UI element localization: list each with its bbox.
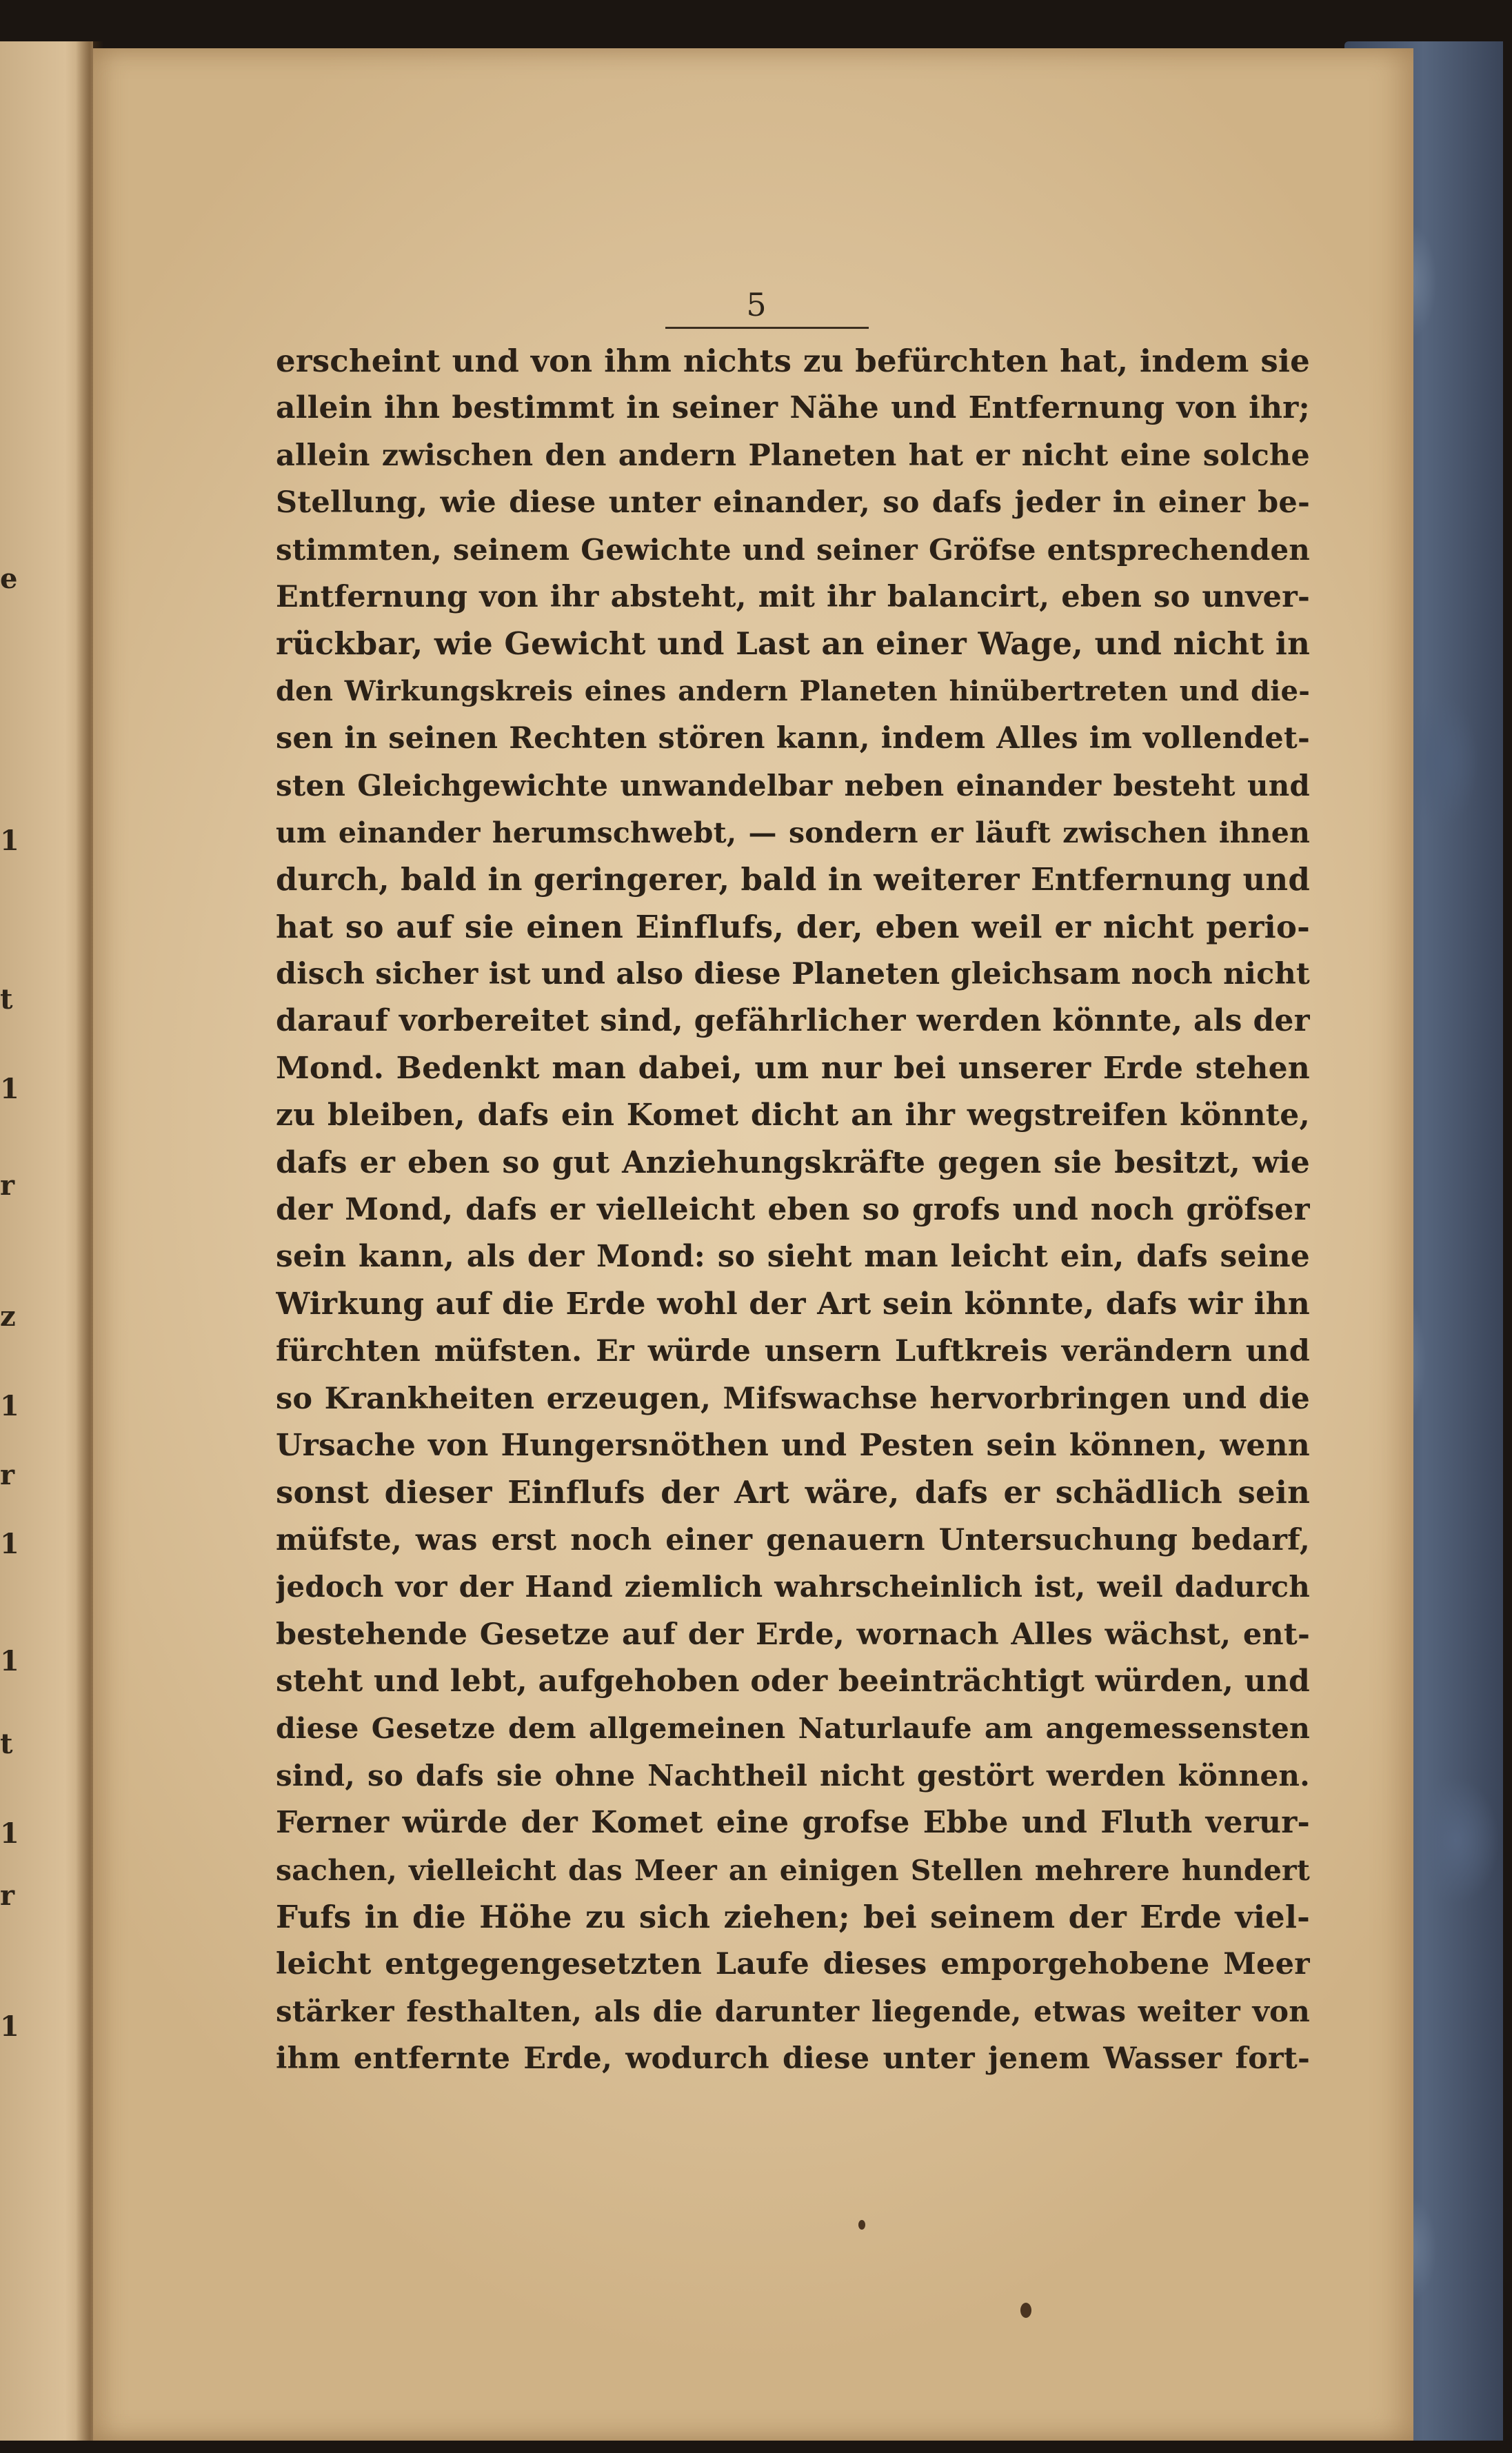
text-line: Ursache von Hungersnöthen und Pesten sein können, wenn bbox=[276, 1427, 1310, 1463]
text-line: stärker festhalten, als die darunter liegende, etwas weiter von bbox=[276, 1994, 1310, 2028]
left-mark: 1 bbox=[0, 1645, 19, 1677]
text-line: rückbar, wie Gewicht und Last an einer Wage, und nicht in bbox=[276, 625, 1310, 663]
text-line: fürchten müfsten. Er würde unsern Luftkreis verändern und bbox=[276, 1334, 1310, 1369]
left-mark: r bbox=[0, 1879, 15, 1912]
text-line: jedoch vor der Hand ziemlich wahrscheinlich ist, weil dadurch bbox=[276, 1570, 1310, 1604]
text-line: müfste, was erst noch einer genauern Untersuchung bedarf, bbox=[276, 1522, 1310, 1557]
left-mark: 1 bbox=[0, 1073, 19, 1105]
text-line: um einander herumschwebt, — sondern er läuft zwischen ihnen bbox=[276, 816, 1310, 849]
text-line: allein ihn bestimmt in seiner Nähe und Entfernung von ihr; bbox=[276, 390, 1310, 426]
text-line: allein zwischen den andern Planeten hat er nicht eine solche bbox=[276, 438, 1310, 473]
text-line: diese Gesetze dem allgemeinen Naturlaufe am angemessensten bbox=[276, 1712, 1310, 1746]
left-mark: r bbox=[0, 1459, 15, 1491]
header-rule bbox=[665, 327, 869, 329]
text-line: sonst dieser Einflufs der Art wäre, dafs er schädlich sein bbox=[276, 1474, 1310, 1511]
text-line: Mond. Bedenkt man dabei, um nur bei unserer Erde stehen bbox=[276, 1050, 1310, 1086]
text-line: so Krankheiten erzeugen, Mifswachse hervorbringen und die bbox=[276, 1381, 1310, 1416]
text-line: bestehende Gesetze auf der Erde, wornach Alles wächst, ent- bbox=[276, 1617, 1310, 1652]
paper-speck bbox=[1020, 2303, 1031, 2318]
left-mark: 1 bbox=[0, 825, 19, 857]
text-line: erscheint und von ihm nichts zu befürchten hat, indem sie bbox=[276, 343, 1310, 379]
text-line: darauf vorbereitet sind, gefährlicher werden könnte, als der bbox=[276, 1003, 1310, 1039]
text-line: durch, bald in geringerer, bald in weiterer Entfernung und bbox=[276, 861, 1310, 898]
left-mark: 1 bbox=[0, 1390, 19, 1422]
left-mark: r bbox=[0, 1169, 15, 1202]
text-line: Wirkung auf die Erde wohl der Art sein könnte, dafs wir ihn bbox=[276, 1286, 1310, 1322]
text-line: sten Gleichgewichte unwandelbar neben einander besteht und bbox=[276, 768, 1310, 802]
body-text bbox=[276, 338, 1310, 2082]
text-line: den Wirkungskreis eines andern Planeten hinübertreten und die- bbox=[276, 674, 1310, 707]
text-line: Ferner würde der Komet eine grofse Ebbe und Fluth verur- bbox=[276, 1805, 1310, 1841]
text-line: disch sicher ist und also diese Planeten gleichsam noch nicht bbox=[276, 957, 1310, 992]
left-mark: 1 bbox=[0, 1817, 19, 1850]
text-line: sachen, vielleicht das Meer an einigen Stellen mehrere hundert bbox=[276, 1853, 1310, 1887]
text-line: sein kann, als der Mond: so sieht man leicht ein, dafs seine bbox=[276, 1239, 1310, 1275]
left-mark: 1 bbox=[0, 2010, 19, 2043]
left-mark: t bbox=[0, 983, 13, 1016]
text-line: Entfernung von ihr absteht, mit ihr balancirt, eben so unver- bbox=[276, 579, 1310, 614]
paper-speck bbox=[858, 2220, 865, 2230]
text-line: leicht entgegengesetzten Laufe dieses emporgehobene Meer bbox=[276, 1947, 1310, 1982]
text-line: hat so auf sie einen Einflufs, der, eben weil er nicht perio- bbox=[276, 908, 1310, 945]
text-line: sen in seinen Rechten stören kann, indem Alles im vollendet- bbox=[276, 721, 1310, 756]
text-line: zu bleiben, dafs ein Komet dicht an ihr wegstreifen könnte, bbox=[276, 1098, 1310, 1133]
left-mark: e bbox=[0, 563, 18, 595]
text-line: Fufs in die Höhe zu sich ziehen; bei seinem der Erde viel- bbox=[276, 1898, 1310, 1935]
text-line: sind, so dafs sie ohne Nachtheil nicht gestört werden können. bbox=[276, 1758, 1310, 1793]
book-page bbox=[93, 48, 1413, 2441]
page-number: 5 bbox=[746, 286, 767, 323]
left-mark: z bbox=[0, 1300, 16, 1333]
text-line: Stellung, wie diese unter einander, so dafs jeder in einer be- bbox=[276, 485, 1310, 521]
text-line: der Mond, dafs er vielleicht eben so grofs und noch gröfser bbox=[276, 1192, 1310, 1228]
left-mark: t bbox=[0, 1728, 13, 1760]
text-line: ihm entfernte Erde, wodurch diese unter jenem Wasser fort- bbox=[276, 2041, 1310, 2077]
text-line: steht und lebt, aufgehoben oder beeinträchtigt würden, und bbox=[276, 1663, 1310, 1699]
left-mark: 1 bbox=[0, 1528, 19, 1560]
text-line: stimmten, seinem Gewichte und seiner Gröfse entsprechenden bbox=[276, 532, 1310, 567]
text-line: dafs er eben so gut Anziehungskräfte gegen sie besitzt, wie bbox=[276, 1144, 1310, 1180]
